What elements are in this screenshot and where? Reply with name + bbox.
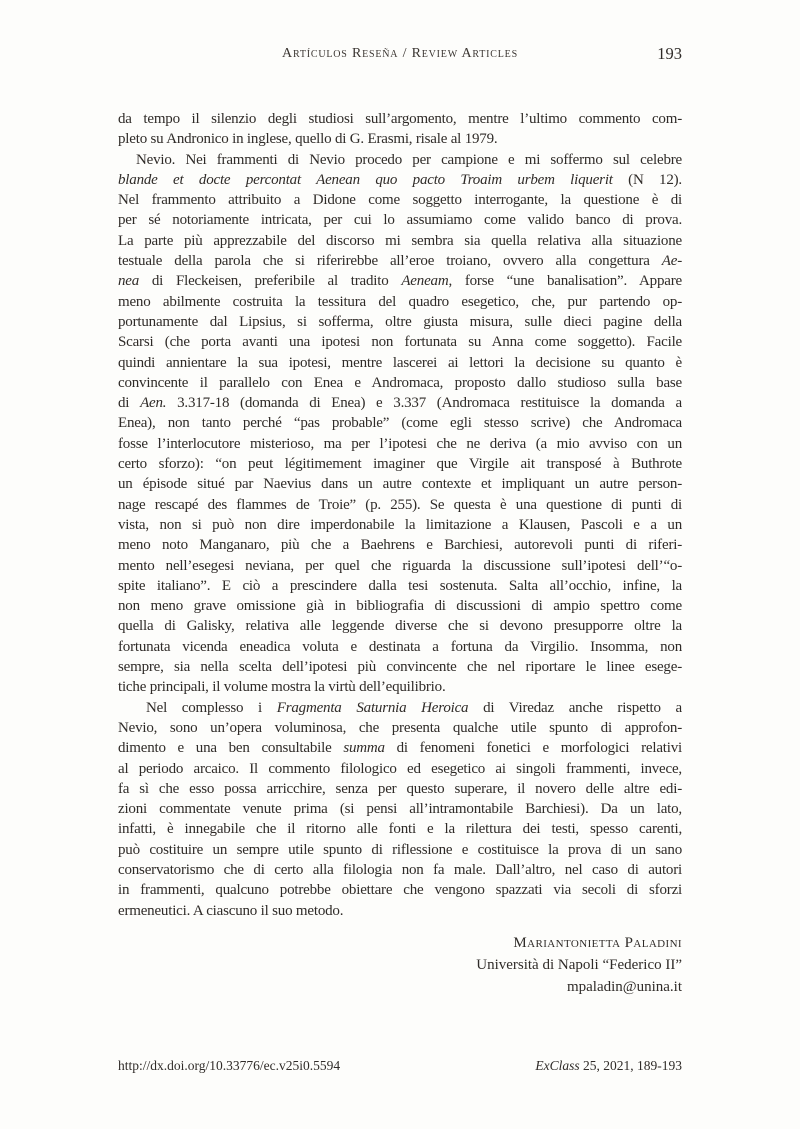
journal-reference (535, 1058, 682, 1074)
body-line (118, 840, 682, 860)
body-line (118, 819, 682, 839)
body-line (118, 271, 682, 291)
text-run: certo sforzo): “on peut légitimement imaginer que Virgile ait transposé à Buthrote (118, 456, 682, 473)
body-line (118, 129, 682, 149)
page-footer (118, 1058, 682, 1074)
body-line (118, 434, 682, 454)
text-run: Nevio. Nei frammenti di Nevio procedo per campione e mi soffermo sul celebre (136, 151, 682, 168)
body-line (118, 231, 682, 251)
italic-text: nea (118, 273, 140, 290)
text-run: La parte più apprezzabile del discorso mi sembra sia quella relativa alla situazione (118, 232, 682, 249)
body-line (118, 373, 682, 393)
text-run: conservatorismo che di certo alla filologia non fa male. Dall’altro, nel caso di autori (118, 861, 682, 878)
body-line (118, 637, 682, 657)
text-run: 25, 2021, 189-193 (579, 1058, 682, 1073)
body-line (118, 292, 682, 312)
text-run: dimento e una ben consultabile (118, 740, 344, 757)
italic-text: blande et docte percontat Aenean quo pacto Troaim urbem liquerit (118, 171, 613, 188)
body-line (118, 474, 682, 494)
body-line (118, 535, 682, 555)
body-line (118, 454, 682, 474)
body-line (118, 109, 682, 129)
body-line (118, 190, 682, 210)
body-line (118, 332, 682, 352)
italic-text: summa (343, 740, 385, 757)
text-run: 3.317-18 (domanda di Enea) e 3.337 (Andromaca restituisce la domanda a (166, 395, 682, 412)
text-run: tiche principali, il volume mostra la virtù dell’equilibrio. (118, 679, 446, 696)
body-line (118, 495, 682, 515)
body-line (118, 799, 682, 819)
body-line (118, 738, 682, 758)
italic-text: Ae- (661, 253, 682, 270)
text-run: fosse l’interlocutore misterioso, ma per l’ipotesi che ne deriva (a mio avviso con un (118, 435, 682, 452)
text-run: al periodo arcaico. Il commento filologico ed esegetico ai singoli frammenti, invece, (118, 760, 682, 777)
text-run: convincente il parallelo con Enea e Andromaca, proposto dallo studioso sulla base (118, 374, 682, 391)
text-run: fortunata vicenda eneadica voluta e destinata a fortuna da Virgilio. Insomma, non (118, 638, 682, 655)
page-number: 193 (657, 44, 682, 63)
text-run: Nel frammento attribuito a Didone come soggetto interrogante, la questione è di (118, 192, 682, 209)
body-line (118, 393, 682, 413)
text-run: quella di Galisky, relativa alle leggende diverse che si devono presupporre oltre la (118, 618, 682, 635)
author-email: mpaladin@unina.it (566, 978, 682, 995)
text-run: ermeneutici. A ciascuno il suo metodo. (118, 902, 344, 919)
italic-text: Aeneam (401, 273, 449, 290)
text-run: mento nell’esegesi neviana, per quel che riguarda la discussione sull’ipotesi dell’“o- (118, 557, 682, 574)
text-run: di Viredaz anche rispetto a (468, 699, 682, 716)
body-line (118, 718, 682, 738)
text-run: meno abilmente costruita la tessitura del quadro esegetico, che, pur partendo op- (118, 293, 682, 310)
text-run: Scarsi (che porta avanti una ipotesi non fortunata su Anna come soggetto). Facile (118, 334, 682, 351)
page-header (118, 46, 682, 62)
article-body (118, 109, 682, 921)
body-line (118, 413, 682, 433)
doi-text: http://dx.doi.org/10.33776/ec.v25i0.5594 (118, 1058, 341, 1073)
body-line (118, 150, 682, 170)
text-run: pleto su Andronico in inglese, quello di G. Erasmi, risale al 1979. (118, 131, 498, 148)
text-run: , forse “une banalisation”. Appare (448, 273, 682, 290)
text-run: nage rescapé des flammes de Troie” (p. 255). Se questa è una questione di punti di (118, 496, 682, 513)
text-run: Nel complesso i (146, 699, 277, 716)
body-line (118, 556, 682, 576)
text-run: in frammenti, qualcuno potrebbe obiettare che vengono spazzati via secoli di sforzi (118, 882, 682, 899)
author-name: Mariantonietta Paladini (513, 935, 682, 951)
body-line (118, 353, 682, 373)
text-run: infatti, è innegabile che il ritorno alle fonti e la rilettura dei testi, spesso carenti, (118, 821, 682, 838)
running-head: Artículos Reseña / Review Articles (282, 46, 518, 61)
text-run: testuale della parola che si riferirebbe all’eroe troiano, ovvero alla congettura (118, 253, 662, 270)
italic-text: Aen. (140, 395, 167, 412)
body-line (118, 901, 682, 921)
body-line (118, 677, 682, 697)
text-run: di Fleckeisen, preferibile al tradito (139, 273, 402, 290)
text-run: vista, non si può non dire imperdonabile la limitazione a Klausen, Pascoli e a un (118, 516, 682, 533)
italic-text: ExClass (535, 1058, 580, 1073)
text-run: spite italiano”. E ciò a prescindere dalla tesi sostenuta. Salta all’occhio, infine, la (118, 577, 682, 594)
author-affiliation: Università di Napoli “Federico II” (476, 956, 682, 973)
body-line (118, 880, 682, 900)
body-line (118, 698, 682, 718)
text-run: Enea), non tanto perché “pas probable” (come egli stesso scrive) che Andromaca (118, 415, 682, 432)
text-run: può costituire un sempre utile spunto di riflessione e costituisce la prova di un sano (118, 841, 682, 858)
body-line (118, 759, 682, 779)
text-run: (N 12). (612, 171, 682, 188)
text-run: di (118, 395, 141, 412)
body-line (118, 576, 682, 596)
text-run: da tempo il silenzio degli studiosi sull’argomento, mentre l’ultimo commento com- (118, 111, 682, 127)
body-line (118, 860, 682, 880)
text-run: per sé notoriamente intricata, per cui lo assumiamo come valido banco di prova. (118, 212, 682, 229)
text-run: quindi annientare la sua ipotesi, mentre lascerei ai lettori la decisione su quanto è (118, 354, 682, 371)
signature-block (118, 933, 682, 998)
body-line (118, 170, 682, 190)
body-line (118, 779, 682, 799)
text-run: non meno grave omissione già in bibliografia di discussioni di ampio spettro come (118, 598, 682, 615)
body-line (118, 515, 682, 535)
body-line (118, 616, 682, 636)
text-run: portunamente dal Lipsius, si sofferma, oltre giusta misura, sulle dieci pagine della (118, 313, 682, 330)
text-run: zioni commentate venute prima (si pensi all’intramontabile Barchiesi). Da un lato, (118, 801, 682, 818)
body-line (118, 312, 682, 332)
body-line (118, 657, 682, 677)
text-run: un épisode situé par Naevius dans un autre contexte et impliquant un autre person- (118, 476, 682, 493)
body-line (118, 210, 682, 230)
text-run: di fenomeni fonetici e morfologici relativi (384, 740, 682, 757)
italic-text: Fragmenta Saturnia Heroica (276, 699, 469, 716)
body-line (118, 251, 682, 271)
text-run: fa sì che esso possa arricchire, senza per questo superare, il novero delle altre edi- (118, 780, 682, 797)
text-run: sempre, sia nella scelta dell’ipotesi più convincente che nel riportare le linee esege- (118, 659, 682, 676)
body-line (118, 596, 682, 616)
text-run: Nevio, sono un’opera voluminosa, che presenta qualche utile spunto di approfon- (118, 719, 682, 736)
text-run: meno noto Manganaro, più che a Baehrens e Barchiesi, autorevoli punti di riferi- (118, 537, 682, 554)
